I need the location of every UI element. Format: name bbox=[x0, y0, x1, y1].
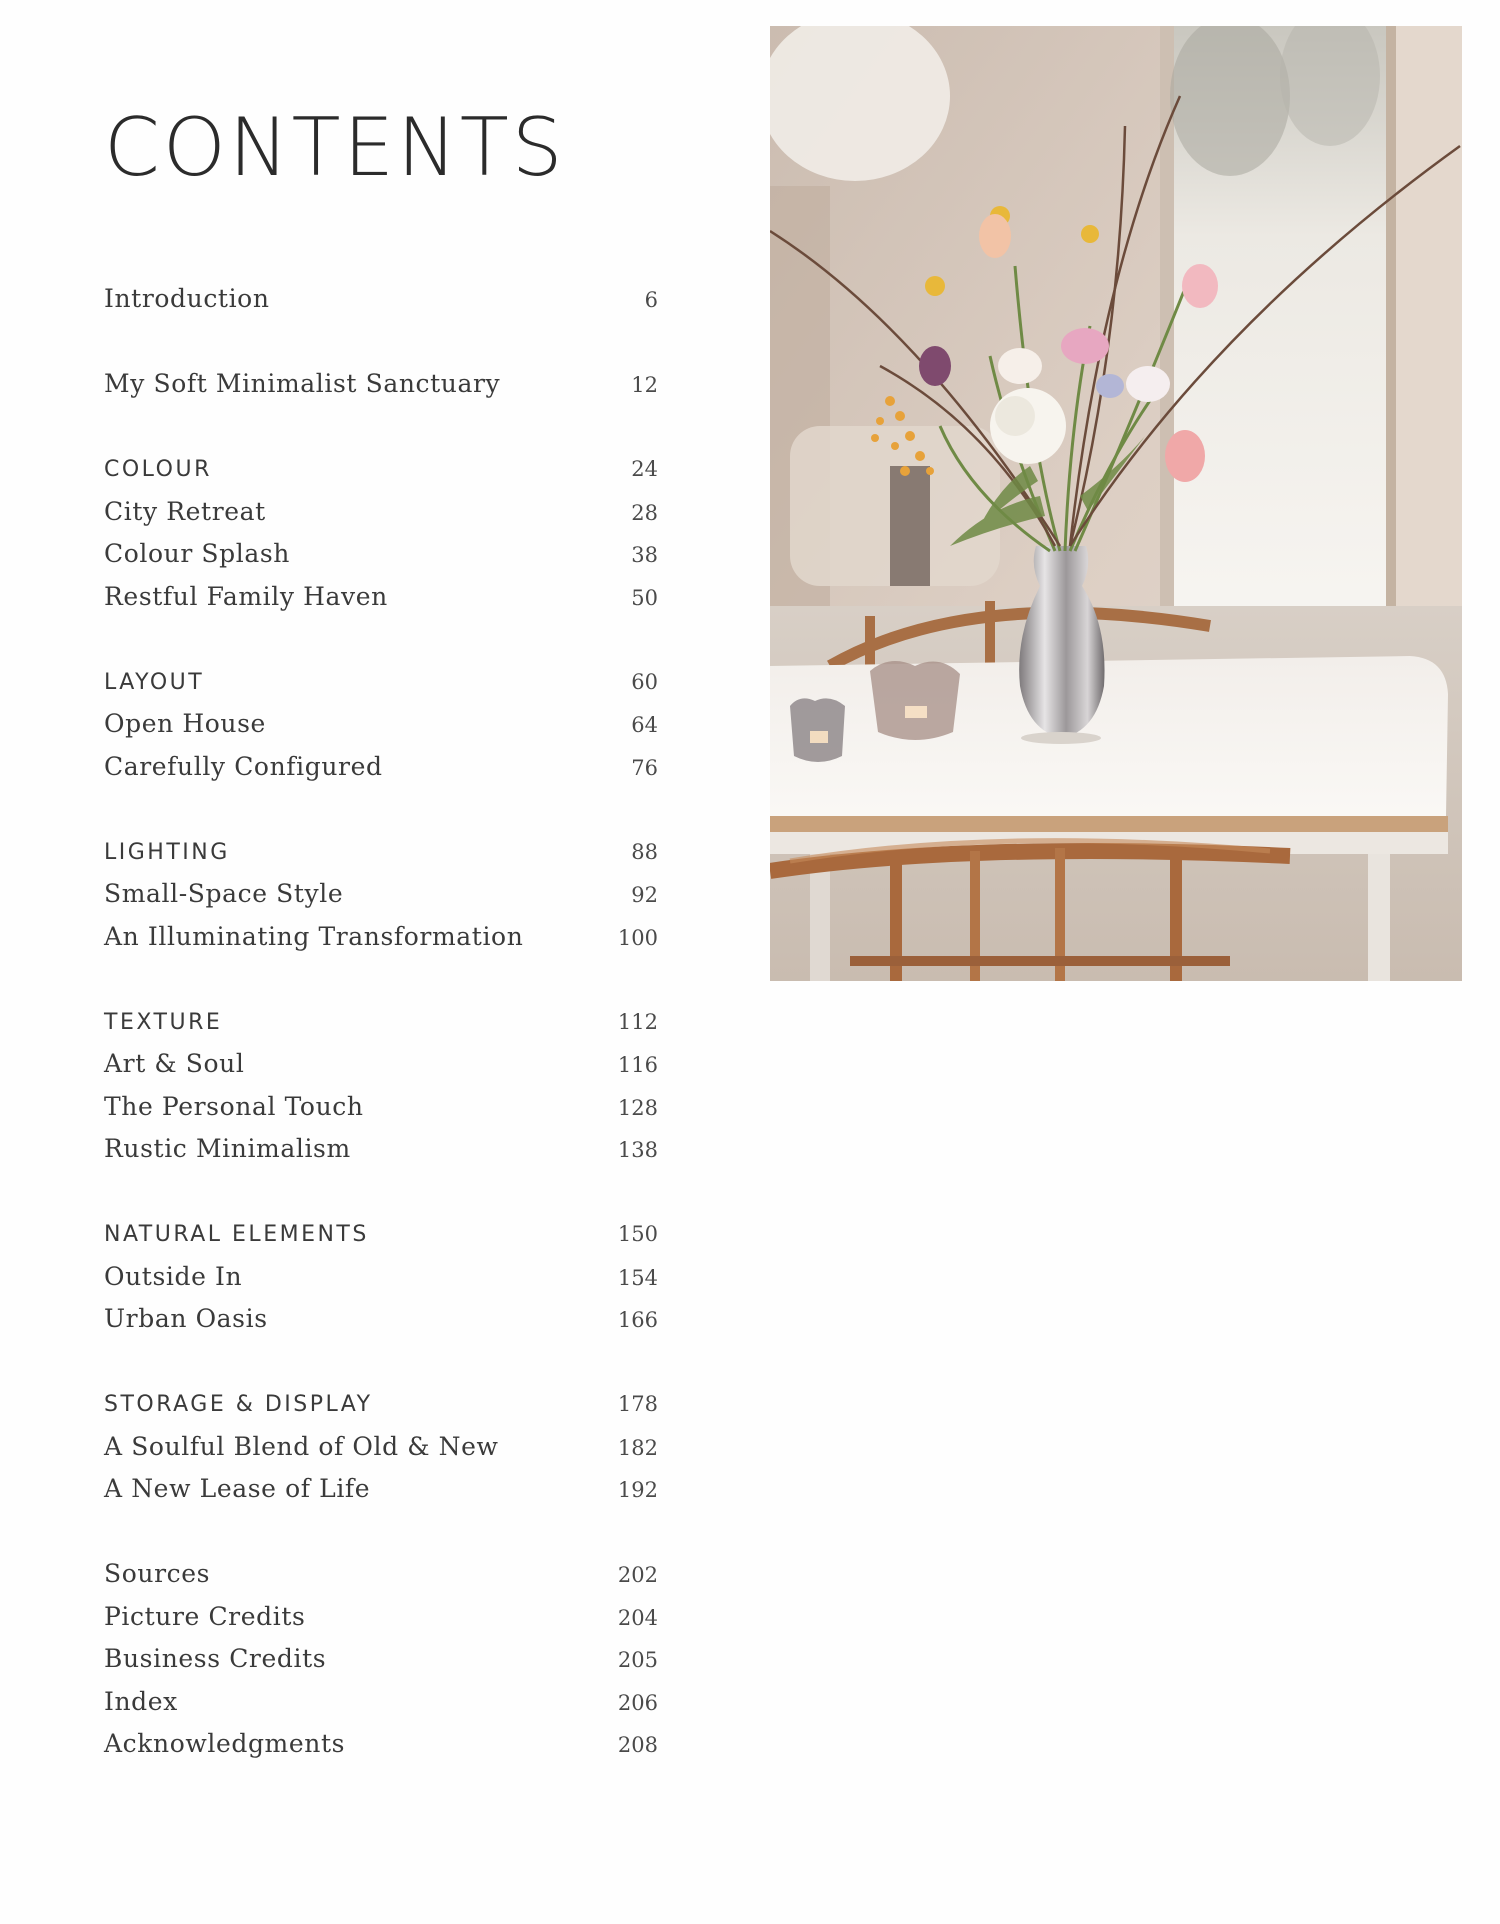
toc-page-number: 128 bbox=[617, 1095, 658, 1120]
toc-group bbox=[104, 1213, 658, 1341]
toc-page-number: 178 bbox=[617, 1392, 658, 1416]
toc-page-number: 28 bbox=[631, 500, 658, 525]
toc-page-number: 6 bbox=[644, 288, 658, 312]
toc-page-number: 100 bbox=[617, 925, 658, 950]
toc-entry-title: A Soulful Blend of Old & New bbox=[104, 1431, 499, 1461]
toc-page-number: 192 bbox=[617, 1478, 658, 1502]
toc-entry-title: My Soft Minimalist Sanctuary bbox=[104, 369, 501, 398]
toc-entry-row bbox=[104, 1596, 658, 1639]
toc-entry-title: Restful Family Haven bbox=[104, 581, 388, 611]
toc-section-row bbox=[104, 1213, 658, 1256]
toc-entry-title: Business Credits bbox=[104, 1644, 327, 1673]
toc-page-number: 92 bbox=[631, 883, 658, 907]
toc-entry-title: The Personal Touch bbox=[104, 1091, 364, 1121]
toc-group bbox=[104, 1553, 658, 1766]
toc-entry-title: Urban Oasis bbox=[104, 1304, 268, 1333]
toc-entry-title: Index bbox=[104, 1686, 178, 1716]
toc-entry-title: Introduction bbox=[104, 284, 270, 313]
toc-group bbox=[104, 363, 658, 406]
toc-entry-title: Outside In bbox=[104, 1261, 243, 1291]
toc-section-row bbox=[104, 661, 658, 704]
toc-page-number: 88 bbox=[631, 839, 658, 864]
toc-section-row bbox=[104, 1001, 658, 1044]
toc-page-number: 154 bbox=[617, 1265, 658, 1290]
toc-page-number: 182 bbox=[617, 1435, 658, 1460]
toc-section-row bbox=[104, 448, 658, 491]
toc-section-title: LAYOUT bbox=[104, 669, 205, 695]
toc-page-number: 205 bbox=[617, 1648, 658, 1672]
toc-entry-title: Colour Splash bbox=[104, 539, 290, 568]
page-title: CONTENTS bbox=[104, 101, 566, 194]
toc-entry-title: City Retreat bbox=[104, 496, 266, 526]
toc-page-number: 116 bbox=[617, 1053, 658, 1077]
toc-group bbox=[104, 448, 658, 618]
toc-group bbox=[104, 831, 658, 959]
toc-entry-title: Rustic Minimalism bbox=[104, 1134, 351, 1163]
toc-section-title: TEXTURE bbox=[104, 1009, 223, 1035]
toc-entry-row bbox=[104, 1128, 658, 1171]
toc-entry-row bbox=[104, 1638, 658, 1681]
table-of-contents bbox=[104, 278, 658, 1808]
toc-section-title: STORAGE & DISPLAY bbox=[104, 1392, 373, 1417]
toc-page-number: 206 bbox=[617, 1690, 658, 1715]
toc-section-title: LIGHTING bbox=[104, 839, 230, 865]
toc-entry-title: Small-Space Style bbox=[104, 879, 344, 908]
toc-page-number: 50 bbox=[631, 585, 658, 610]
toc-entry-row bbox=[104, 916, 658, 959]
toc-entry-title: An Illuminating Transformation bbox=[104, 921, 524, 951]
toc-page-number: 60 bbox=[631, 669, 658, 694]
toc-entry-row bbox=[104, 1681, 658, 1724]
toc-entry-title: A New Lease of Life bbox=[104, 1474, 371, 1503]
toc-page-number: 64 bbox=[631, 713, 658, 737]
toc-page-number: 12 bbox=[631, 373, 658, 397]
toc-entry-row bbox=[104, 1086, 658, 1129]
toc-page-number: 38 bbox=[631, 543, 658, 567]
toc-section-row bbox=[104, 1383, 658, 1426]
toc-entry-title: Open House bbox=[104, 709, 266, 738]
toc-section-title: COLOUR bbox=[104, 457, 212, 482]
toc-entry-row bbox=[104, 576, 658, 619]
toc-entry-row bbox=[104, 533, 658, 576]
toc-section-title: NATURAL ELEMENTS bbox=[104, 1222, 369, 1247]
toc-page-number: 24 bbox=[631, 457, 658, 481]
toc-entry-title: Sources bbox=[104, 1559, 211, 1588]
toc-page-number: 204 bbox=[617, 1605, 658, 1630]
toc-page-number: 76 bbox=[631, 755, 658, 780]
interior-photo-icon bbox=[770, 26, 1462, 981]
toc-entry-row bbox=[104, 873, 658, 916]
toc-entry-title: Carefully Configured bbox=[104, 751, 383, 781]
toc-page-number: 150 bbox=[617, 1222, 658, 1246]
toc-entry-row bbox=[104, 491, 658, 534]
toc-entry-row bbox=[104, 1553, 658, 1596]
toc-page-number: 202 bbox=[617, 1563, 658, 1587]
toc-entry-row bbox=[104, 1256, 658, 1299]
toc-entry-row bbox=[104, 703, 658, 746]
toc-entry-row bbox=[104, 278, 658, 321]
interior-photo bbox=[770, 26, 1462, 981]
toc-page-number: 208 bbox=[617, 1733, 658, 1757]
toc-entry-row bbox=[104, 1723, 658, 1766]
toc-entry-row bbox=[104, 1426, 658, 1469]
toc-entry-row bbox=[104, 1043, 658, 1086]
toc-section-row bbox=[104, 831, 658, 874]
toc-entry-row bbox=[104, 1468, 658, 1511]
toc-page-number: 112 bbox=[617, 1009, 658, 1034]
toc-group bbox=[104, 1001, 658, 1171]
toc-entry-row bbox=[104, 746, 658, 789]
toc-entry-row bbox=[104, 363, 658, 406]
toc-entry-row bbox=[104, 1298, 658, 1341]
toc-entry-title: Art & Soul bbox=[104, 1049, 245, 1078]
toc-page-number: 138 bbox=[617, 1138, 658, 1162]
toc-page-number: 166 bbox=[617, 1308, 658, 1332]
toc-group bbox=[104, 1383, 658, 1511]
toc-group bbox=[104, 661, 658, 789]
toc-group bbox=[104, 278, 658, 321]
toc-entry-title: Acknowledgments bbox=[104, 1729, 346, 1758]
toc-entry-title: Picture Credits bbox=[104, 1601, 306, 1631]
